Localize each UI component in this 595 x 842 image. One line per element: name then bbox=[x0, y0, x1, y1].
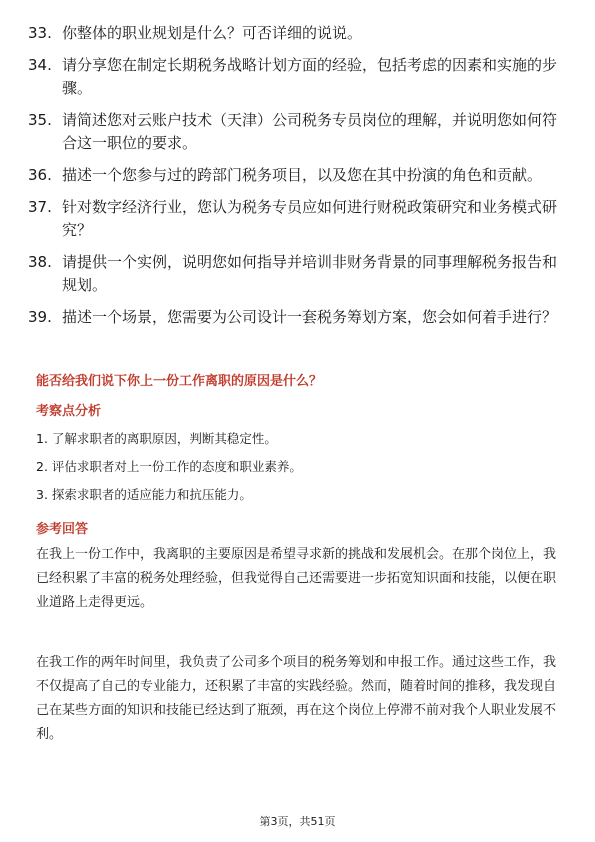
question-number: 33. bbox=[28, 24, 52, 42]
analysis-title: 考察点分析 bbox=[36, 404, 102, 419]
question-item bbox=[28, 109, 568, 155]
question-item bbox=[28, 164, 568, 187]
question-number: 38. bbox=[28, 253, 52, 271]
answer-paragraph: 在我上一份工作中，我离职的主要原因是希望寻求新的挑战和发展机会。在那个岗位上，我已经积累了丰富的税务处理经验，但我觉得自己还需要进一步拓宽知识面和技能，以便在职业道路上走得更远。 bbox=[36, 547, 557, 610]
question-text: 描述一个场景，您需要为公司设计一套税务筹划方案，您会如何着手进行？ bbox=[62, 308, 558, 326]
question-text: 针对数字经济行业，您认为税务专员应如何进行财税政策研究和业务模式研究？ bbox=[62, 198, 558, 239]
answer-title: 参考回答 bbox=[36, 522, 89, 537]
question-number: 39. bbox=[28, 308, 52, 326]
analysis-point: 2. 评估求职者对上一份工作的态度和职业素养。 bbox=[36, 459, 302, 474]
analysis-section bbox=[36, 402, 560, 505]
question-number: 34. bbox=[28, 56, 52, 74]
question-text: 你整体的职业规划是什么？可否详细的说说。 bbox=[62, 24, 363, 42]
question-item bbox=[28, 306, 568, 329]
page-footer: 第3页，共51页 bbox=[259, 815, 336, 828]
answer-paragraph: 在我工作的两年时间里，我负责了公司多个项目的税务筹划和申报工作。通过这些工作，我不仅提高了自己的专业能力，还积累了丰富的实践经验。然而，随着时间的推移，我发现自己在某些方面的知识和技能已经达到了瓶颈，再在这个岗位上停滞不前对我个人职业发展不利。 bbox=[36, 655, 557, 742]
highlight-question: 能否给我们说下你上一份工作离职的原因是什么？ bbox=[36, 374, 323, 389]
question-list bbox=[28, 22, 568, 338]
highlight-question-section bbox=[36, 372, 560, 392]
question-text: 描述一个您参与过的跨部门税务项目，以及您在其中扮演的角色和贡献。 bbox=[62, 166, 543, 184]
question-text: 请简述您对云账户技术（天津）公司税务专员岗位的理解，并说明您如何符合这一职位的要求。 bbox=[62, 111, 558, 152]
analysis-point: 3. 探索求职者的适应能力和抗压能力。 bbox=[36, 487, 252, 502]
question-number: 35. bbox=[28, 111, 52, 129]
question-item bbox=[28, 251, 568, 297]
question-item bbox=[28, 22, 568, 45]
question-item bbox=[28, 196, 568, 242]
question-text: 请分享您在制定长期税务战略计划方面的经验，包括考虑的因素和实施的步骤。 bbox=[62, 56, 558, 97]
analysis-point: 1. 了解求职者的离职原因，判断其稳定性。 bbox=[36, 431, 277, 446]
answer-section bbox=[36, 520, 560, 747]
question-number: 37. bbox=[28, 198, 52, 216]
question-number: 36. bbox=[28, 166, 52, 184]
question-item bbox=[28, 54, 568, 100]
question-text: 请提供一个实例，说明您如何指导并培训非财务背景的同事理解税务报告和规划。 bbox=[62, 253, 558, 294]
